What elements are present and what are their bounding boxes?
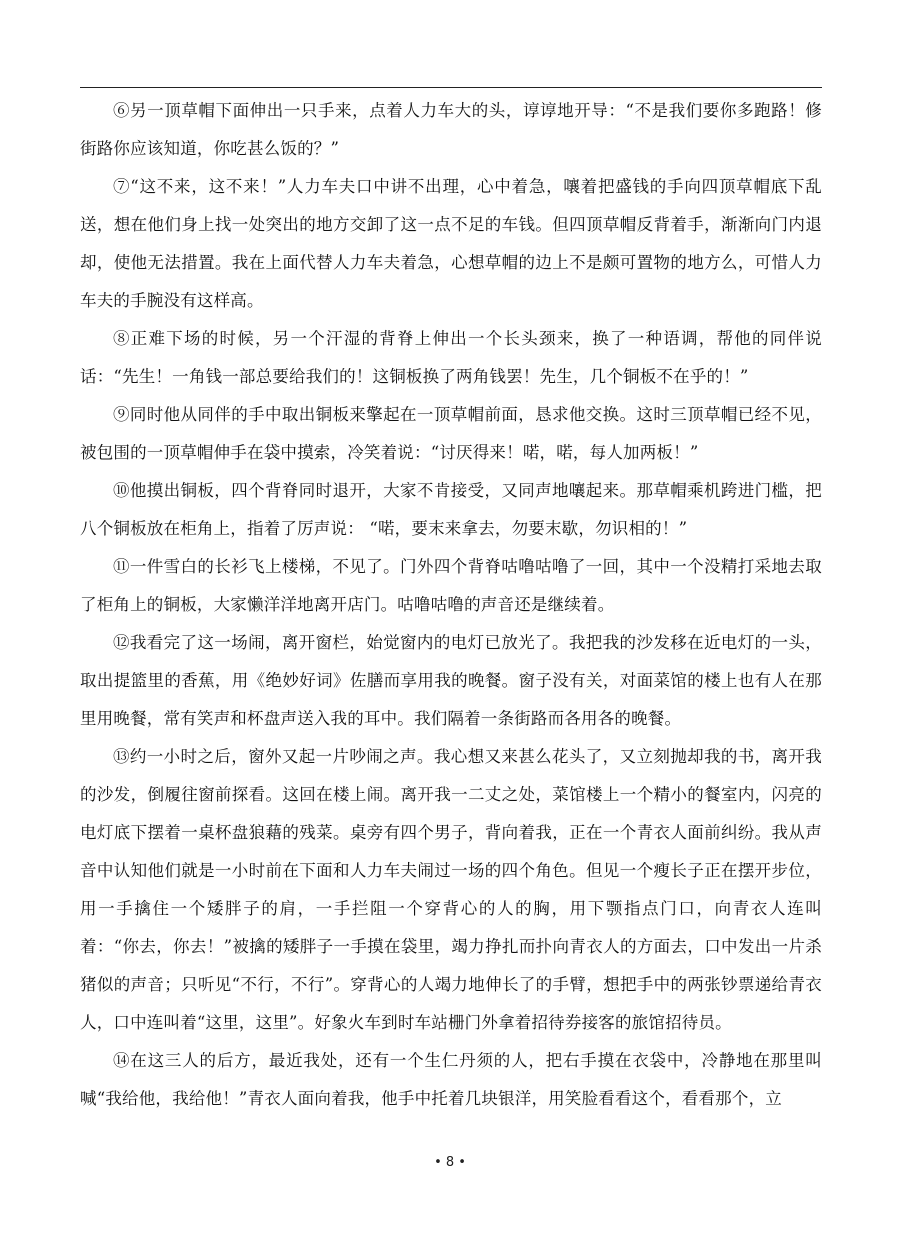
paragraph-10: ⑩他摸出铜板，四个背脊同时退开，大家不肯接受，又同声地嚷起来。那草帽乘机跨进门槛，把八个铜板放在柜角上，指着了厉声说： “喏，要末来拿去，勿要末歇，勿识相的！” xyxy=(80,481,822,538)
header-rule xyxy=(80,87,822,88)
paragraph-11: ⑪一件雪白的长衫飞上楼梯，不见了。门外四个背脊咕噜咕噜了一回，其中一个没精打采地去取了柜角上的铜板，大家懒洋洋地离开店门。咕噜咕噜的声音还是继续着。 xyxy=(80,557,822,614)
page-number: • 8 • xyxy=(434,1155,466,1170)
article-body xyxy=(80,92,822,1118)
paragraph-13: ⑬约一小时之后，窗外又起一片吵闹之声。我心想又来甚么花头了，又立刻抛却我的书，离开我的沙发，倒履往窗前探看。这回在楼上闹。离开我一二丈之处，菜馆楼上一个精小的餐室内，闪亮的电灯底下摆着一桌杯盘狼藉的残菜。桌旁有四个男子，背向着我，正在一个青衣人面前纠纷。我从声音中认知他们就是一小时前在下面和人力车夫闹过一场的四个角色。但见一个瘦长子正在摆开步位，用一手擒住一个矮胖子的肩，一手拦阻一个穿背心的人的胸，用下颚指点门口，向青衣人连叫着：“你去，你去！”被擒的矮胖子一手摸在袋里，竭力挣扎而扑向青衣人的方面去，口中发出一片杀猪似的声音；只听见“不行，不行”。穿背心的人竭力地伸长了的手臂，想把手中的两张钞票递给青衣人，口中连叫着“这里，这里”。好象火车到时车站栅门外拿着招待券接客的旅馆招待员。 xyxy=(80,747,822,1032)
paragraph-14: ⑭在这三人的后方，最近我处，还有一个生仁丹须的人，把右手摸在衣袋中，冷静地在那里叫喊“我给他，我给他！”青衣人面向着我，他手中托着几块银洋，用笑脸看看这个，看看那个，立 xyxy=(80,1051,822,1108)
paragraph-12: ⑫我看完了这一场闹，离开窗栏，始觉窗内的电灯已放光了。我把我的沙发移在近电灯的一头，取出提篮里的香蕉，用《绝妙好词》佐膳而享用我的晚餐。窗子没有关，对面菜馆的楼上也有人在那里用晚餐，常有笑声和杯盘声送入我的耳中。我们隔着一条街路而各用各的晚餐。 xyxy=(80,633,822,728)
paragraph-7: ⑦“这不来，这不来！”人力车夫口中讲不出理，心中着急，嚷着把盛钱的手向四顶草帽底下乱送，想在他们身上找一处突出的地方交卸了这一点不足的车钱。但四顶草帽反背着手，渐渐向门内退却，使他无法措置。我在上面代替人力车夫着急，心想草帽的边上不是颇可置物的地方么，可惜人力车夫的手腕没有这样高。 xyxy=(80,177,822,310)
paragraph-8: ⑧正难下场的时候，另一个汗湿的背脊上伸出一个长头颈来，换了一种语调，帮他的同伴说话：“先生！一角钱一部总要给我们的！这铜板换了两角钱罢！先生，几个铜板不在乎的！” xyxy=(80,329,822,386)
paragraph-9: ⑨同时他从同伴的手中取出铜板来擎起在一顶草帽前面，恳求他交换。这时三顶草帽已经不见，被包围的一顶草帽伸手在袋中摸索，冷笑着说：“讨厌得来！喏，喏，每人加两板！” xyxy=(80,405,822,462)
paragraph-6: ⑥另一顶草帽下面伸出一只手来，点着人力车大的头，谆谆地开导：“不是我们要你多跑路！修街路你应该知道，你吃甚么饭的？” xyxy=(80,101,822,158)
